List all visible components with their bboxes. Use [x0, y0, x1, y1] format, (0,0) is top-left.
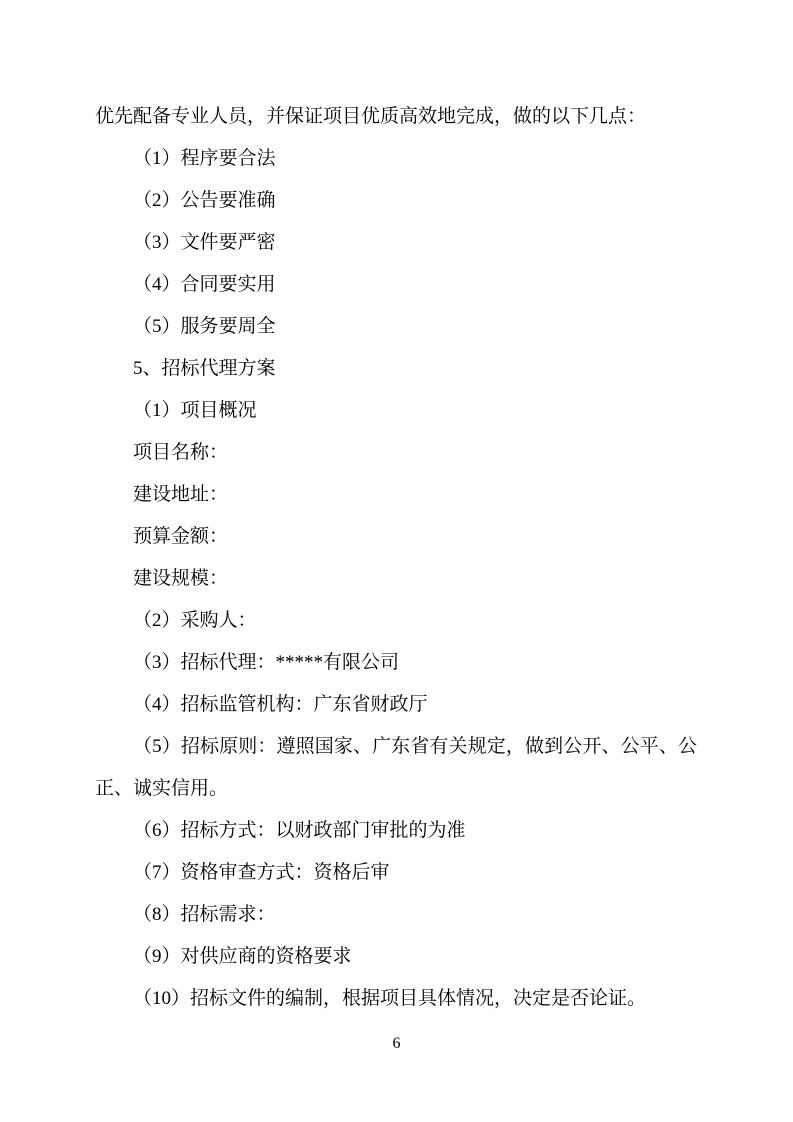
- paragraph: （1）程序要合法: [133, 148, 276, 169]
- paragraph: （2）公告要准确: [133, 190, 276, 211]
- paragraph: （10）招标文件的编制，根据项目具体情况，决定是否论证。: [133, 988, 647, 1009]
- paragraph: （4）招标监管机构：广东省财政厅: [133, 694, 428, 715]
- paragraph: （4）合同要实用: [133, 274, 276, 295]
- paragraph: （8）招标需求：: [133, 904, 276, 925]
- document-body: [95, 96, 697, 1020]
- paragraph: （2）采购人：: [133, 610, 257, 631]
- paragraph: 建设规模：: [133, 568, 229, 589]
- paragraph: 预算金额：: [133, 526, 229, 547]
- paragraph: 项目名称：: [133, 442, 229, 463]
- paragraph: （6）招标方式：以财政部门审批的为准: [133, 820, 466, 841]
- paragraph: 优先配备专业人员，并保证项目优质高效地完成，做的以下几点：: [95, 106, 647, 127]
- paragraph: （5）服务要周全: [133, 316, 276, 337]
- paragraph: （7）资格审查方式：资格后审: [133, 862, 390, 883]
- paragraph: （1）项目概况: [133, 400, 257, 421]
- paragraph: 5、招标代理方案: [133, 358, 276, 379]
- paragraph: 建设地址：: [133, 484, 229, 505]
- paragraph: （3）招标代理：*****有限公司: [133, 652, 400, 673]
- page-number: 6: [392, 1035, 401, 1052]
- paragraph: （3）文件要严密: [133, 232, 276, 253]
- paragraph: （9）对供应商的资格要求: [133, 946, 352, 967]
- paragraph: （5）招标原则：遵照国家、广东省有关规定，做到公开、公平、公正、诚实信用。: [95, 736, 697, 799]
- page-footer: [0, 1033, 793, 1055]
